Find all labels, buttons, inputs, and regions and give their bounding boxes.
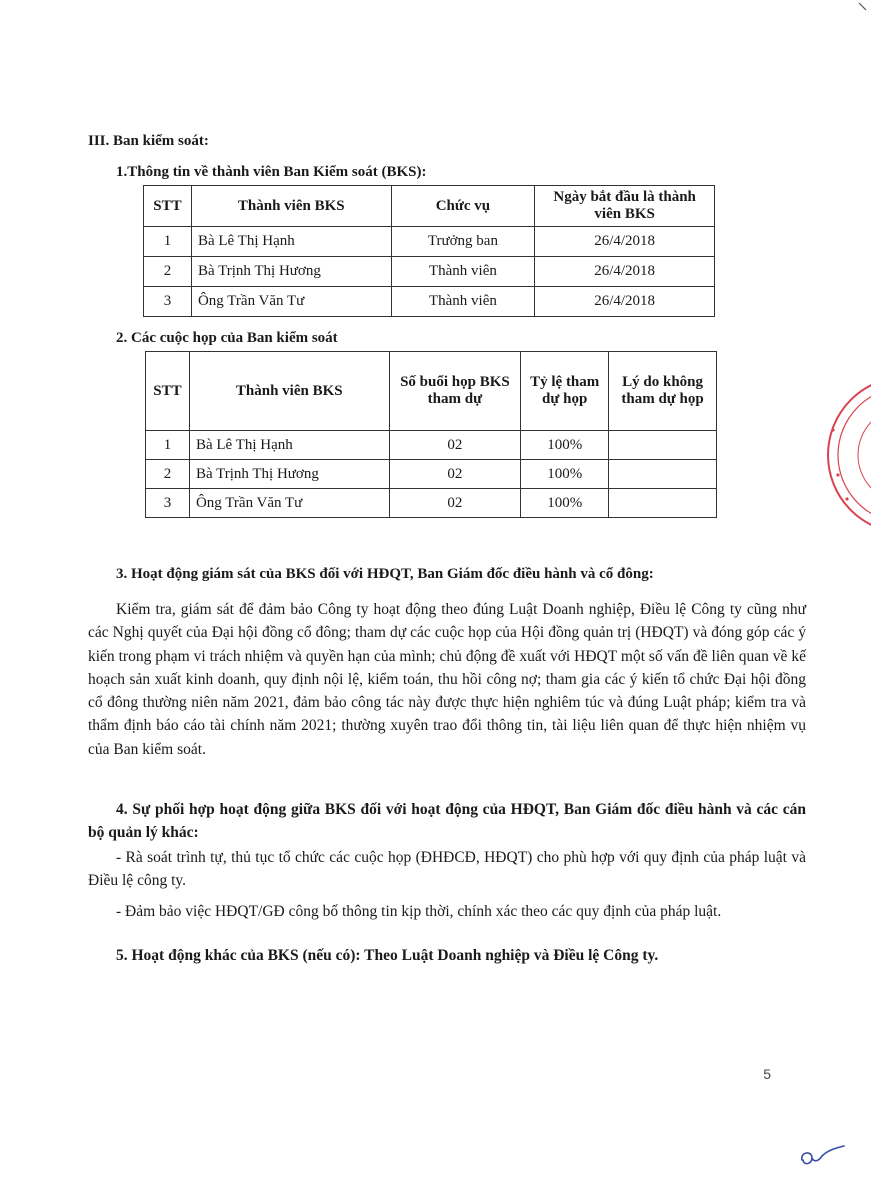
table-row: [144, 257, 715, 287]
part3-title: 3. Hoạt động giám sát của BKS đối với HĐQT, Ban Giám đốc điều hành và cổ đông:: [116, 566, 654, 582]
header-start-date: Ngày bắt đầu là thành viên BKS: [535, 186, 715, 227]
cell-member: Ông Trần Văn Tư: [191, 287, 391, 317]
cell-reason: [609, 431, 717, 460]
cell-stt: 3: [146, 489, 190, 518]
cell-stt: 2: [146, 460, 190, 489]
page-number: 5: [763, 1066, 771, 1082]
table-row: [146, 460, 717, 489]
cell-member: Bà Lê Thị Hạnh: [189, 431, 389, 460]
cell-meetings: 02: [389, 431, 521, 460]
bks-meetings-table: [145, 351, 717, 518]
header-position: Chức vụ: [391, 186, 535, 227]
part3-body: Kiểm tra, giám sát để đảm bảo Công ty hoạt động theo đúng Luật Doanh nghiệp, Điều lệ Công ty cũng như các Nghị quyết của Đại hội đồng cổ đông; tham dự các cuộc họp của Hội đồng quản trị (HĐQT) và đóng góp các ý kiến trong phạm vi trách nhiệm và quyền hạn của mình; chủ động đề xuất với HĐQT một số vấn đề liên quan về kế hoạch sản xuất kinh doanh, quy định nội lệ, kiểm toán, thu hồi công nợ; tham gia các ý kiến tổ chức Đại hội đồng cổ đông thường niên năm 2021, đảm bảo công tác này được thực hiện nghiêm túc và đúng Luật pháp; kiểm tra và thẩm định báo cáo tài chính năm 2021; thường xuyên trao đổi thông tin, tài liệu liên quan để thực hiện nhiệm vụ của Ban kiểm soát.: [88, 601, 806, 758]
header-stt: STT: [146, 352, 190, 431]
part1-title: 1.Thông tin về thành viên Ban Kiểm soát (BKS):: [116, 164, 427, 180]
table-header-row: [146, 352, 717, 431]
cell-member: Bà Trịnh Thị Hương: [189, 460, 389, 489]
corner-mark-icon: [858, 2, 868, 12]
bks-members-table: [143, 185, 715, 317]
table-row: [146, 431, 717, 460]
cell-member: Bà Trịnh Thị Hương: [191, 257, 391, 287]
signature-icon: [792, 1142, 852, 1172]
part5-title: 5. Hoạt động khác của BKS (nếu có): Theo Luật Doanh nghiệp và Điều lệ Công ty.: [116, 947, 659, 964]
cell-meetings: 02: [389, 489, 521, 518]
cell-member: Bà Lê Thị Hạnh: [191, 227, 391, 257]
cell-meetings: 02: [389, 460, 521, 489]
cell-start-date: 26/4/2018: [535, 287, 715, 317]
cell-stt: 2: [144, 257, 192, 287]
cell-rate: 100%: [521, 460, 609, 489]
cell-stt: 1: [146, 431, 190, 460]
cell-member: Ông Trần Văn Tư: [189, 489, 389, 518]
table-row: [146, 489, 717, 518]
cell-stt: 3: [144, 287, 192, 317]
cell-reason: [609, 489, 717, 518]
cell-position: Thành viên: [391, 287, 535, 317]
cell-rate: 100%: [521, 431, 609, 460]
header-member: Thành viên BKS: [189, 352, 389, 431]
header-member: Thành viên BKS: [191, 186, 391, 227]
cell-start-date: 26/4/2018: [535, 227, 715, 257]
part4-item-1: - Rà soát trình tự, thủ tục tổ chức các cuộc họp (ĐHĐCĐ, HĐQT) cho phù hợp với quy định của pháp luật và Điều lệ công ty.: [88, 849, 806, 890]
header-stt: STT: [144, 186, 192, 227]
table-row: [144, 287, 715, 317]
cell-position: Thành viên: [391, 257, 535, 287]
cell-rate: 100%: [521, 489, 609, 518]
cell-stt: 1: [144, 227, 192, 257]
header-absence-reason: Lý do không tham dự họp: [609, 352, 717, 431]
table-header-row: [144, 186, 715, 227]
header-attendance-rate: Tỷ lệ tham dự họp: [521, 352, 609, 431]
part4-item-2: - Đảm bảo việc HĐQT/GĐ công bố thông tin kịp thời, chính xác theo các quy định của pháp luật.: [116, 903, 722, 920]
stamp-icon: [811, 375, 871, 535]
cell-position: Trưởng ban: [391, 227, 535, 257]
part2-title: 2. Các cuộc họp của Ban kiểm soát: [116, 330, 338, 346]
cell-start-date: 26/4/2018: [535, 257, 715, 287]
table-row: [144, 227, 715, 257]
header-meetings-attended: Số buổi họp BKS tham dự: [389, 352, 521, 431]
cell-reason: [609, 460, 717, 489]
part4-title: 4. Sự phối hợp hoạt động giữa BKS đối với hoạt động của HĐQT, Ban Giám đốc điều hành và các cán bộ quản lý khác:: [88, 801, 806, 842]
section-title: III. Ban kiểm soát:: [88, 133, 209, 149]
